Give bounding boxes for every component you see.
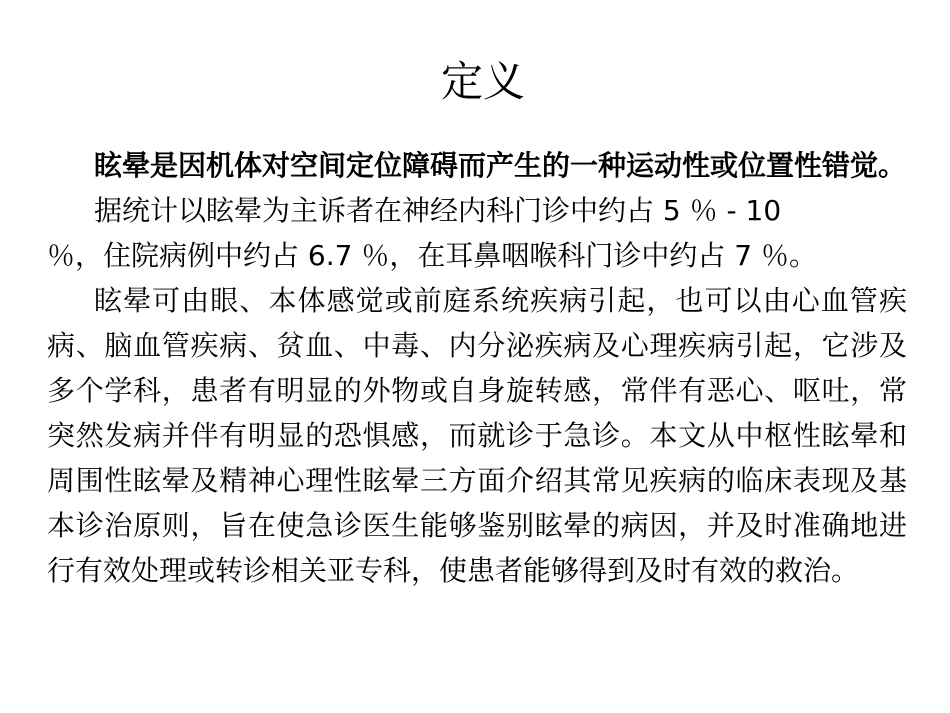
statistics-paragraph: 据统计以眩晕为主诉者在神经内科门诊中约占 5 ％ - 10 ％，住院病例中约占 6.7 ％，在耳鼻咽喉科门诊中约占 7 ％。 <box>47 194 817 272</box>
slide-title: 定义 <box>440 57 525 106</box>
definition-paragraph: 眩晕是因机体对空间定位障碍而产生的一种运动性或位置性错觉。 <box>94 149 907 182</box>
description-paragraph: 眩晕可由眼、本体感觉或前庭系统疾病引起，也可以由心血管疾病、脑血管疾病、贫血、中毒、内分泌疾病及心理疾病引起，它涉及多个学科，患者有明显的外物或自身旋转感，常伴有恶心、呕吐，常突然发病并伴有明显的恐惧感，而就诊于急诊。本文从中枢性眩晕和周围性眩晕及精神心理性眩晕三方面介绍其常见疾病的临床表现及基本诊治原则，旨在使急诊医生能够鉴别眩晕的病因，并及时准确地进行有效处理或转诊相关亚专科，使患者能够得到及时有效的救治。 <box>47 284 907 587</box>
slide-body <box>47 143 907 593</box>
